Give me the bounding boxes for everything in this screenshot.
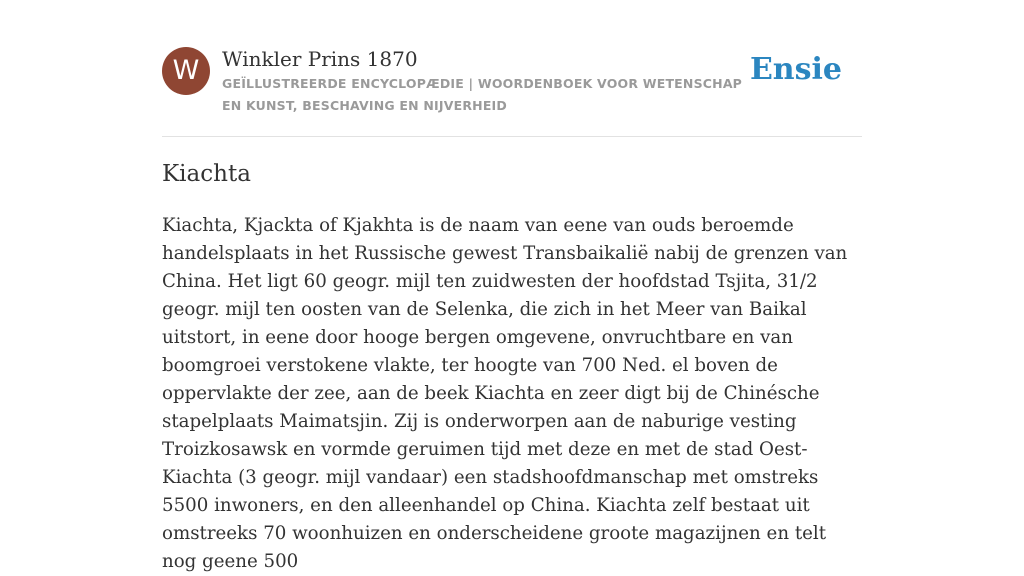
source-avatar: W	[162, 47, 210, 95]
source-title[interactable]: Winkler Prins 1870	[222, 47, 418, 71]
entry-body: Kiachta, Kjackta of Kjakhta is de naam van eene van ouds beroemde handelsplaats in het Russische gewest Transbaikalië nabij de grenzen van China. Het ligt 60 geogr. mijl ten zuidwesten der hoofdstad Tsjita, 31/2 geogr. mijl ten oosten van de Selenka, die zich in het Meer van Baikal uitstort, in eene door hooge bergen omgevene, onvruchtbare en van boomgroei verstokene vlakte, ter hoogte van 700 Ned. el boven de oppervlakte der zee, aan de beek Kiachta en zeer digt bij de Chinésche stapelplaats Maimatsjin. Zij is onderworpen aan de naburige vesting Troizkosawsk en vormde geruimen tijd met deze en met de stad Oest-Kiachta (3 geogr. mijl vandaar) een stadshoofdmanschap met omstreks 5500 inwoners, en den alleenhandel op China. Kiachta zelf bestaat uit omstreeks 70 woonhuizen en onderscheidene groote magazijnen en telt nog geene 500	[162, 215, 848, 572]
source-header	[162, 44, 862, 137]
source-subtitle: GEÏLLUSTREERDE ENCYCLOPÆDIE | WOORDENBOEK VOOR WETENSCHAP EN KUNST, BESCHAVING EN NIJVERHEID	[222, 76, 743, 113]
ensie-logo-link[interactable]: Ensie	[749, 52, 842, 87]
entry-title: Kiachta	[162, 161, 251, 187]
